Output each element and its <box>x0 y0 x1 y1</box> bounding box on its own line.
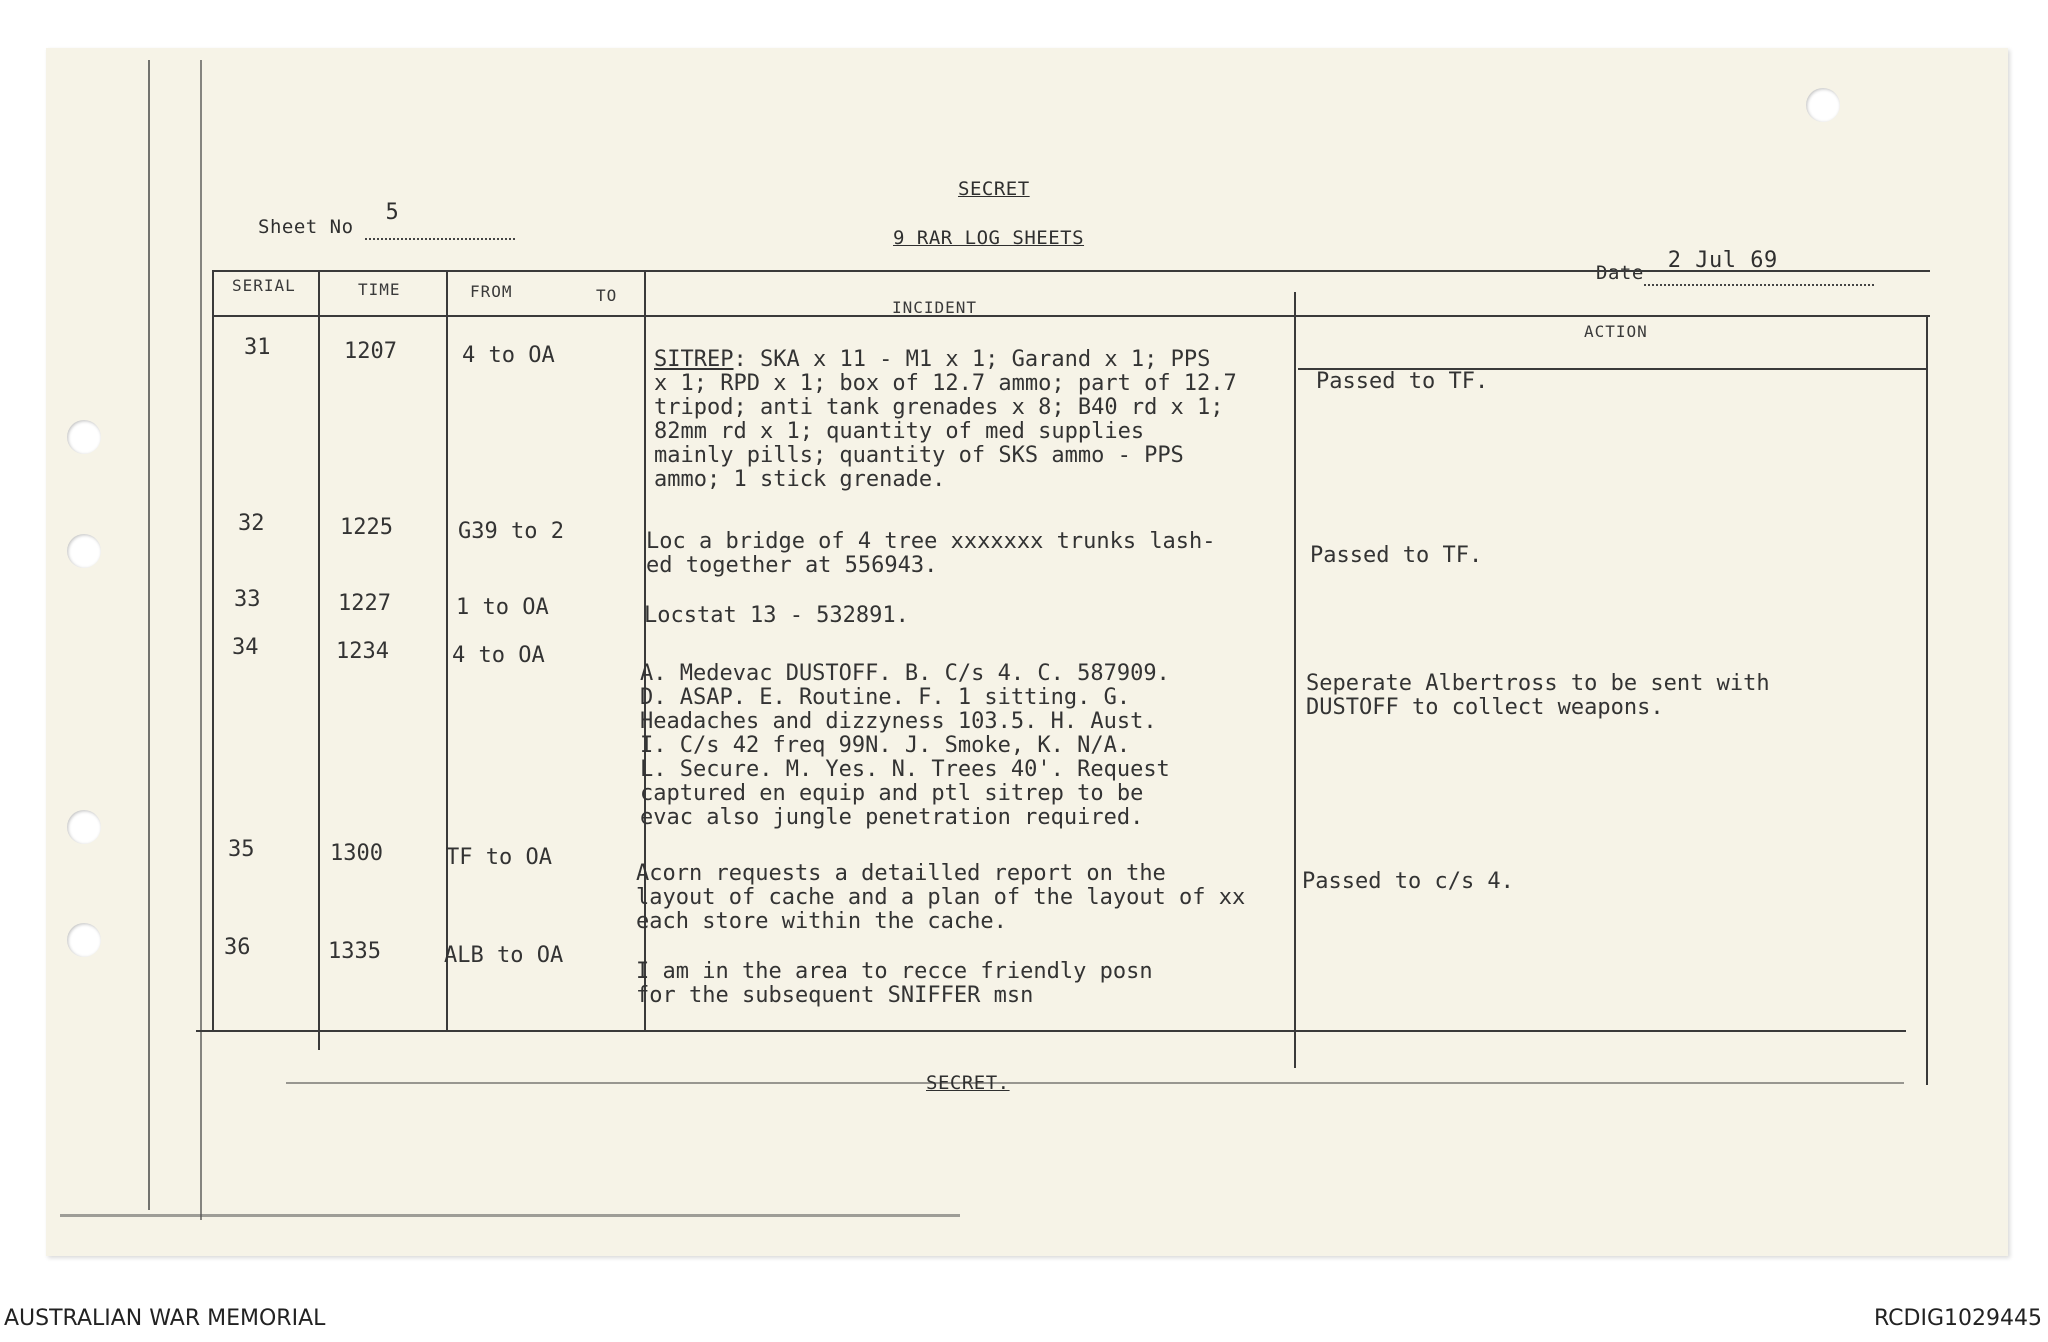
col-divider-time <box>446 270 448 1032</box>
punch-hole <box>67 810 101 844</box>
sheet-number-label: Sheet No 5 <box>258 216 515 240</box>
table-row-incident: Loc a bridge of 4 tree xxxxxxx trunks lash- ed together at 556943. <box>646 529 1216 578</box>
table-row-action: Seperate Albertross to be sent with DUSTOFF to collect weapons. <box>1306 671 1770 720</box>
table-row-time: 1227 <box>338 591 391 616</box>
punch-hole <box>67 420 101 454</box>
table-row-time: 1207 <box>344 339 397 364</box>
table-row-incident: Acorn requests a detailled report on the layout of cache and a plan of the layout of xx each store within the cache. <box>636 861 1246 934</box>
punch-hole <box>67 923 101 957</box>
margin-line <box>200 60 202 1220</box>
table-row-serial: 34 <box>232 635 259 660</box>
table-row-time: 1234 <box>336 639 389 664</box>
table-row-from-to: ALB to OA <box>444 943 564 968</box>
footer-source: AUSTRALIAN WAR MEMORIAL <box>4 1306 326 1331</box>
col-header-time: TIME <box>358 280 401 299</box>
table-left-border <box>212 270 214 1032</box>
col-header-incident: INCIDENT <box>892 298 978 317</box>
table-row-time: 1335 <box>328 939 381 964</box>
classification-top: SECRET <box>958 178 1030 200</box>
punch-hole <box>1806 88 1840 122</box>
col-divider-serial <box>318 270 320 1050</box>
col-header-to: TO <box>596 286 618 305</box>
table-row-from-to: 4 to OA <box>462 343 555 368</box>
table-row-from-to: TF to OA <box>446 845 552 870</box>
table-row-serial: 32 <box>238 511 265 536</box>
table-row-time: 1300 <box>330 841 383 866</box>
table-row-incident: SITREP: SKA x 11 - M1 x 1; Garand x 1; PPS x 1; RPD x 1; box of 12.7 ammo; part of 12.7 tripod; anti tank grenades x 8; B40 rd x 1; 82mm rd x 1; quantity of med supplies mainly pills; quantity of SKS ammo - PPS ammo; 1 stick grenade. <box>654 347 1237 492</box>
margin-line <box>148 60 150 1210</box>
sheet-bottom-rule <box>286 1082 1904 1084</box>
table-row-incident: Locstat 13 - 532891. <box>644 603 909 628</box>
table-row-serial: 31 <box>244 335 271 360</box>
table-right-border <box>1926 315 1928 1085</box>
col-header-from: FROM <box>470 282 513 301</box>
document-title: 9 RAR LOG SHEETS <box>893 227 1085 249</box>
table-row-incident: A. Medevac DUSTOFF. B. C/s 4. C. 587909. D. ASAP. E. Routine. F. 1 sitting. G. Headaches and dizzyness 103.5. H. Aust. I. C/s 42 freq 99N. J. Smoke, K. N/A. L. Secure. M. Yes. N. Trees 40'. Request captured en equip and ptl sitrep to be evac also jungle penetration required. <box>640 661 1170 830</box>
table-row-serial: 36 <box>224 935 251 960</box>
header-rule <box>212 315 1930 317</box>
date-value: 2 Jul 69 <box>1667 248 1778 273</box>
footer-catalogue-id: RCDIG1029445 <box>1873 1306 2042 1331</box>
table-bottom-border <box>196 1030 1906 1032</box>
table-row-from-to: 1 to OA <box>456 595 549 620</box>
col-header-serial: SERIAL <box>232 276 296 295</box>
table-row-serial: 35 <box>228 837 255 862</box>
col-divider-incident <box>1294 292 1296 1068</box>
col-header-action: ACTION <box>1584 322 1648 341</box>
table-row-action: Passed to TF. <box>1316 369 1489 394</box>
table-row-time: 1225 <box>340 515 393 540</box>
table-row-incident: I am in the area to recce friendly posn for the subsequent SNIFFER msn <box>636 959 1153 1008</box>
bottom-scribble <box>60 1214 960 1217</box>
table-row-serial: 33 <box>234 587 261 612</box>
table-row-action: Passed to TF. <box>1310 543 1483 568</box>
table-row-from-to: G39 to 2 <box>458 519 564 544</box>
table-row-from-to: 4 to OA <box>452 643 545 668</box>
date-label: Date 2 Jul 69 <box>1596 262 1874 286</box>
table-row-action: Passed to c/s 4. <box>1302 869 1514 894</box>
punch-hole <box>67 534 101 568</box>
sheet-number-value: 5 <box>385 200 400 225</box>
table-top-border <box>212 270 1930 272</box>
classification-bottom: SECRET. <box>926 1072 1010 1094</box>
